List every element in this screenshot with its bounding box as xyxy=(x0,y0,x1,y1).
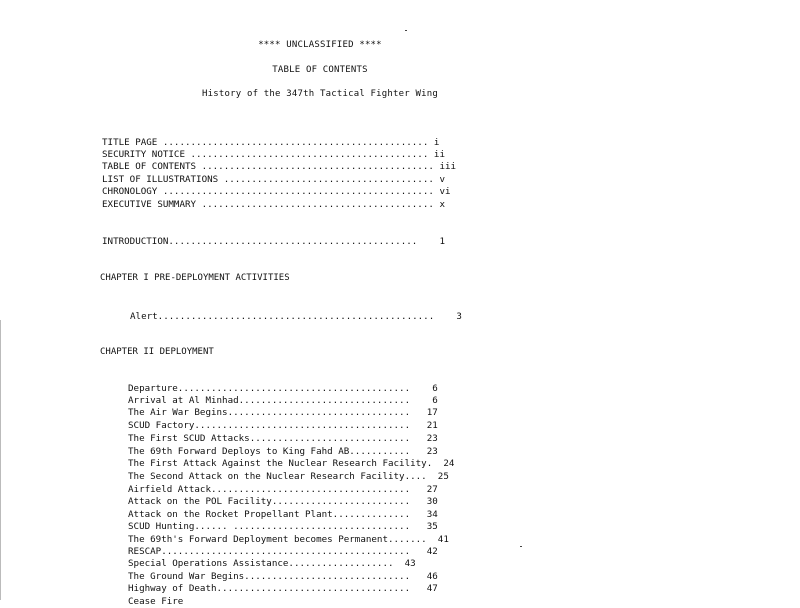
toc-entry-label: Attack on the POL Facility......................... xyxy=(128,496,411,507)
toc-entry-label: Departure.......................................... xyxy=(128,383,411,394)
toc-entry-label: LIST OF ILLUSTRATIONS ...................................... xyxy=(102,174,434,185)
toc-page-number: 34 xyxy=(426,509,438,520)
toc-page-number: 1 xyxy=(439,236,445,247)
toc-entry-label: Alert.................................................. xyxy=(130,311,435,322)
toc-entry-label: The 69th Forward Deploys to King Fahd AB........... xyxy=(128,446,411,457)
toc-line xyxy=(128,420,438,432)
toc-entry-label: RESCAP............................................. xyxy=(128,546,411,557)
toc-line xyxy=(128,509,438,521)
toc-page-number: v xyxy=(439,174,445,185)
toc-page-number: ii xyxy=(433,149,445,160)
toc-line xyxy=(128,433,438,445)
chapter-heading: CHAPTER I PRE-DEPLOYMENT ACTIVITIES xyxy=(100,273,290,283)
toc-line xyxy=(130,311,462,323)
toc-line xyxy=(102,161,456,173)
toc-entry-label: Special Operations Assistance................... xyxy=(128,558,394,569)
toc-line xyxy=(102,186,451,198)
toc-page-number: 30 xyxy=(426,496,438,507)
toc-line xyxy=(102,137,439,149)
toc-line xyxy=(102,149,445,161)
toc-page-number: 17 xyxy=(426,407,438,418)
toc-entry-label: Attack on the Rocket Propellant Plant.............. xyxy=(128,509,411,520)
toc-page-number: 3 xyxy=(456,311,462,322)
toc-entry-label: SCUD Hunting...... ................................ xyxy=(128,521,411,532)
toc-title: TABLE OF CONTENTS xyxy=(272,65,368,75)
toc-entry-label: EXECUTIVE SUMMARY .......................................... xyxy=(102,199,434,210)
toc-line xyxy=(128,558,416,570)
toc-line xyxy=(128,471,449,483)
toc-line xyxy=(102,174,445,186)
toc-line xyxy=(128,446,438,458)
toc-entry-label: The Ground War Begins.............................. xyxy=(128,571,411,582)
toc-line xyxy=(128,583,438,595)
toc-line xyxy=(128,521,438,533)
document-subtitle: History of the 347th Tactical Fighter Wing xyxy=(202,89,438,99)
toc-line xyxy=(128,395,438,407)
toc-entry-label: SECURITY NOTICE ........................................... xyxy=(102,149,429,160)
toc-page-number: 27 xyxy=(426,484,438,495)
toc-entry-label: SCUD Factory....................................... xyxy=(128,420,411,431)
toc-line xyxy=(128,458,454,470)
toc-line xyxy=(128,534,449,546)
toc-page-number: 21 xyxy=(426,420,438,431)
toc-entry-label: Cease Fire xyxy=(128,596,184,607)
toc-page-number: 6 xyxy=(432,395,438,406)
toc-page-number: 47 xyxy=(426,583,438,594)
toc-page-number: 24 xyxy=(443,458,455,469)
scan-speck xyxy=(520,546,522,547)
toc-page-number: 46 xyxy=(426,571,438,582)
chapter-heading: CHAPTER II DEPLOYMENT xyxy=(100,347,214,357)
toc-entry-label: Arrival at Al Minhad............................... xyxy=(128,395,411,406)
toc-entry-label: The First SCUD Attacks............................. xyxy=(128,433,411,444)
toc-entry-label: The First Attack Against the Nuclear Research Facility. xyxy=(128,458,433,469)
toc-page-number: 42 xyxy=(426,546,438,557)
toc-page-number: 43 xyxy=(404,558,416,569)
toc-line xyxy=(128,596,183,608)
toc-line xyxy=(128,407,438,419)
toc-entry-label: Airfield Attack.................................... xyxy=(128,484,411,495)
toc-entry-label: The Air War Begins................................. xyxy=(128,407,411,418)
toc-line xyxy=(128,383,438,395)
toc-entry-label: TABLE OF CONTENTS .......................................... xyxy=(102,161,434,172)
toc-page-number: x xyxy=(439,199,445,210)
toc-entry-label: Highway of Death................................... xyxy=(128,583,411,594)
toc-page-number: 41 xyxy=(437,534,449,545)
toc-entry-label: The Second Attack on the Nuclear Research Facility.... xyxy=(128,471,427,482)
toc-page-number: 23 xyxy=(426,433,438,444)
toc-line xyxy=(128,546,438,558)
introduction-line xyxy=(102,236,445,248)
scan-speck xyxy=(405,30,407,31)
toc-line xyxy=(128,571,438,583)
scan-edge-line xyxy=(0,320,1,600)
toc-line xyxy=(128,496,438,508)
toc-entry-label: The 69th's Forward Deployment becomes Permanent....... xyxy=(128,534,427,545)
toc-page-number: i xyxy=(433,137,440,148)
toc-page-number: 25 xyxy=(437,471,449,482)
toc-entry-label: INTRODUCTION............................................. xyxy=(102,236,418,247)
toc-page-number: 6 xyxy=(432,383,438,394)
toc-page-number: 35 xyxy=(426,521,438,532)
toc-entry-label: TITLE PAGE ................................................ xyxy=(102,137,429,148)
toc-page-number: iii xyxy=(439,161,457,172)
toc-page-number: vi xyxy=(439,186,451,197)
toc-entry-label: CHRONOLOGY ................................................. xyxy=(102,186,434,197)
toc-page-number: 23 xyxy=(426,446,438,457)
toc-line xyxy=(128,484,438,496)
toc-line xyxy=(102,199,445,211)
classification-marking: **** UNCLASSIFIED **** xyxy=(258,40,382,50)
